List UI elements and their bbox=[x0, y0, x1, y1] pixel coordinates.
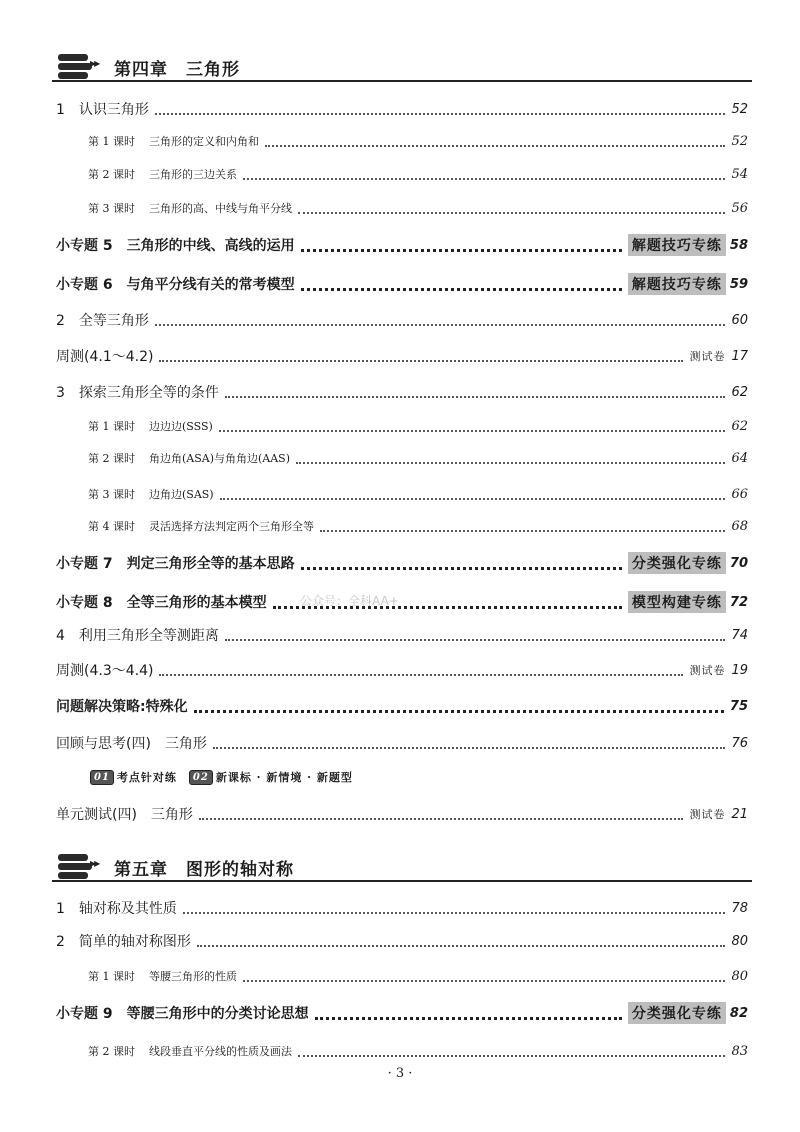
page-ref: 74 bbox=[731, 627, 748, 643]
entry-title: 小专题 6 与角平分线有关的常考模型 bbox=[56, 277, 295, 293]
chip-label: 新课标 · 新情境 · 新题型 bbox=[215, 771, 353, 784]
toc-entry[interactable] bbox=[56, 658, 748, 682]
page-ref: 54 bbox=[731, 166, 748, 182]
toc-entry[interactable] bbox=[88, 196, 748, 220]
lesson-title: 角边角(ASA)与角角边(AAS) bbox=[149, 452, 291, 465]
page-ref: 58 bbox=[729, 237, 748, 253]
toc-entry[interactable] bbox=[56, 380, 748, 404]
toc-entry[interactable] bbox=[56, 929, 748, 953]
entry-title bbox=[88, 133, 259, 149]
entry-title: 小专题 9 等腰三角形中的分类讨论思想 bbox=[56, 1006, 309, 1022]
entry-title bbox=[88, 418, 213, 434]
toc-entry[interactable] bbox=[88, 446, 748, 470]
lesson-title: 三角形的高、中线与角平分线 bbox=[149, 202, 292, 215]
test-paper-label: 测试卷 bbox=[689, 808, 726, 821]
practice-tag: 分类强化专练 bbox=[628, 1002, 726, 1024]
test-paper-label: 测试卷 bbox=[689, 664, 726, 677]
dot-leader bbox=[298, 1055, 725, 1057]
toc-entry[interactable] bbox=[56, 272, 748, 296]
page-ref: 80 bbox=[731, 968, 748, 984]
toc-entry[interactable] bbox=[56, 802, 748, 826]
toc-entry[interactable] bbox=[56, 233, 748, 257]
double-arrow-icon: ▶▶ bbox=[90, 859, 99, 868]
toc-entry[interactable] bbox=[88, 964, 748, 988]
dot-leader bbox=[301, 567, 622, 570]
dot-leader bbox=[197, 945, 726, 947]
page-ref: 62 bbox=[731, 384, 748, 400]
dot-leader bbox=[225, 396, 726, 398]
lesson-title: 三角形的三边关系 bbox=[149, 168, 237, 181]
toc-entry[interactable] bbox=[56, 1001, 748, 1025]
entry-title bbox=[88, 968, 237, 984]
lesson-number: 第 2 课时 bbox=[88, 452, 135, 465]
feature-chips bbox=[90, 769, 365, 785]
toc-entry[interactable] bbox=[88, 514, 748, 538]
chip bbox=[90, 769, 177, 785]
dot-leader bbox=[243, 980, 725, 982]
entry-title: 小专题 7 判定三角形全等的基本思路 bbox=[56, 556, 295, 572]
entry-title: 单元测试(四) 三角形 bbox=[56, 807, 193, 823]
page-ref: 52 bbox=[731, 101, 748, 117]
entry-title: 3 探索三角形全等的条件 bbox=[56, 385, 219, 401]
page-number: · 3 · bbox=[387, 1066, 413, 1081]
toc-entry[interactable] bbox=[88, 129, 748, 153]
dot-leader bbox=[243, 178, 725, 180]
dot-leader bbox=[183, 912, 726, 914]
entry-title: 周测(4.1～4.2) bbox=[56, 349, 154, 365]
page-ref: 66 bbox=[731, 486, 748, 502]
dot-leader bbox=[301, 249, 622, 252]
dot-leader bbox=[213, 747, 726, 749]
toc-entry[interactable] bbox=[88, 162, 748, 186]
dot-leader bbox=[199, 818, 684, 820]
divider bbox=[52, 880, 752, 882]
toc-entry[interactable] bbox=[56, 694, 748, 718]
dot-leader bbox=[194, 710, 724, 713]
toc-entry[interactable] bbox=[56, 590, 748, 614]
books-icon bbox=[58, 54, 92, 80]
practice-tag: 解题技巧专练 bbox=[628, 234, 726, 256]
lesson-title: 三角形的定义和内角和 bbox=[149, 135, 259, 148]
lesson-number: 第 4 课时 bbox=[88, 520, 135, 533]
lesson-number: 第 2 课时 bbox=[88, 168, 135, 181]
dot-leader bbox=[315, 1017, 622, 1020]
chapter-4-header bbox=[52, 52, 752, 82]
lesson-number: 第 1 课时 bbox=[88, 135, 135, 148]
chip bbox=[189, 769, 353, 785]
lesson-number: 第 3 课时 bbox=[88, 488, 135, 501]
lesson-title: 灵活选择方法判定两个三角形全等 bbox=[149, 520, 314, 533]
page-ref: 21 bbox=[731, 806, 748, 822]
entry-title: 2 全等三角形 bbox=[56, 313, 149, 329]
entry-title: 2 简单的轴对称图形 bbox=[56, 934, 191, 950]
page-ref: 75 bbox=[729, 698, 748, 714]
dot-leader bbox=[320, 530, 725, 532]
lesson-number: 第 1 课时 bbox=[88, 420, 135, 433]
chip-label: 考点针对练 bbox=[116, 771, 177, 784]
dot-leader bbox=[265, 145, 725, 147]
lesson-number: 第 1 课时 bbox=[88, 970, 135, 983]
toc-entry[interactable] bbox=[56, 97, 748, 121]
lesson-title: 边角边(SAS) bbox=[149, 488, 214, 501]
toc-entry[interactable] bbox=[56, 551, 748, 575]
page-ref: 17 bbox=[731, 348, 748, 364]
toc-entry[interactable] bbox=[56, 344, 748, 368]
dot-leader bbox=[298, 212, 725, 214]
test-paper-label: 测试卷 bbox=[689, 350, 726, 363]
lesson-number: 第 2 课时 bbox=[88, 1045, 135, 1058]
entry-title: 周测(4.3～4.4) bbox=[56, 663, 154, 679]
entry-title: 1 认识三角形 bbox=[56, 102, 149, 118]
dot-leader bbox=[155, 324, 726, 326]
page-ref: 62 bbox=[731, 418, 748, 434]
toc-entry[interactable] bbox=[56, 308, 748, 332]
entry-title bbox=[88, 486, 214, 502]
toc-entry[interactable] bbox=[88, 1039, 748, 1063]
double-arrow-icon: ▶▶ bbox=[90, 59, 99, 68]
dot-leader bbox=[301, 288, 622, 291]
entry-title bbox=[88, 450, 290, 466]
entry-title bbox=[88, 200, 292, 216]
books-icon bbox=[58, 854, 92, 880]
page-ref: 70 bbox=[729, 555, 748, 571]
page-ref: 19 bbox=[731, 662, 748, 678]
toc-entry[interactable] bbox=[88, 414, 748, 438]
lesson-title: 线段垂直平分线的性质及画法 bbox=[149, 1045, 292, 1058]
page-ref: 56 bbox=[731, 200, 748, 216]
toc-entry[interactable] bbox=[88, 482, 748, 506]
dot-leader bbox=[296, 462, 725, 464]
entry-title: 4 利用三角形全等测距离 bbox=[56, 628, 219, 644]
dot-leader bbox=[220, 498, 726, 500]
practice-tag: 分类强化专练 bbox=[628, 552, 726, 574]
dot-leader bbox=[159, 674, 683, 676]
toc-entry[interactable] bbox=[56, 623, 748, 647]
lesson-title: 等腰三角形的性质 bbox=[149, 970, 237, 983]
entry-title: 小专题 8 全等三角形的基本模型 bbox=[56, 595, 267, 611]
toc-entry[interactable] bbox=[56, 731, 748, 755]
page-ref: 59 bbox=[729, 276, 748, 292]
entry-title: 问题解决策略:特殊化 bbox=[56, 699, 188, 715]
practice-tag: 模型构建专练 bbox=[628, 591, 726, 613]
chapter-5-header bbox=[52, 852, 752, 882]
dot-leader bbox=[219, 430, 726, 432]
page-ref: 76 bbox=[731, 735, 748, 751]
lesson-title: 边边边(SSS) bbox=[149, 420, 213, 433]
entry-title: 回顾与思考(四) 三角形 bbox=[56, 736, 207, 752]
lesson-number: 第 3 课时 bbox=[88, 202, 135, 215]
dot-leader bbox=[155, 113, 726, 115]
page-ref: 72 bbox=[729, 594, 748, 610]
page-ref: 83 bbox=[731, 1043, 748, 1059]
entry-title bbox=[88, 166, 237, 182]
page-ref: 78 bbox=[731, 900, 748, 916]
divider bbox=[52, 80, 752, 82]
toc-entry[interactable] bbox=[56, 896, 748, 920]
entry-title: 小专题 5 三角形的中线、高线的运用 bbox=[56, 238, 295, 254]
page-ref: 68 bbox=[731, 518, 748, 534]
page-ref: 82 bbox=[729, 1005, 748, 1021]
page-ref: 80 bbox=[731, 933, 748, 949]
dot-leader bbox=[159, 360, 683, 362]
entry-title bbox=[88, 518, 314, 534]
watermark: 公众号：全科AA+ bbox=[300, 594, 399, 608]
page-ref: 60 bbox=[731, 312, 748, 328]
chapter-title: 第四章 三角形 bbox=[114, 60, 240, 80]
chip-number: 02 bbox=[189, 770, 213, 785]
dot-leader bbox=[225, 639, 726, 641]
page-ref: 52 bbox=[731, 133, 748, 149]
chip-number: 01 bbox=[90, 770, 114, 785]
practice-tag: 解题技巧专练 bbox=[628, 273, 726, 295]
entry-title bbox=[88, 1043, 292, 1059]
page-ref: 64 bbox=[731, 450, 748, 466]
entry-title: 1 轴对称及其性质 bbox=[56, 901, 177, 917]
chapter-title: 第五章 图形的轴对称 bbox=[114, 860, 294, 880]
